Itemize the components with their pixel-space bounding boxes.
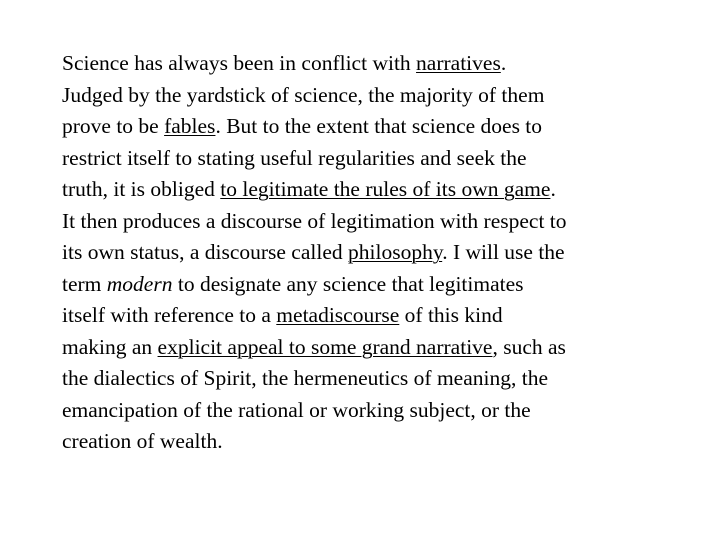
text-line xyxy=(62,300,702,332)
quote-text-block xyxy=(62,48,702,458)
text-run: Judged by the yardstick of science, the majority of them xyxy=(62,82,545,107)
text-line xyxy=(62,237,702,269)
text-run: making an xyxy=(62,334,158,359)
text-line xyxy=(62,269,702,301)
text-run: to designate any science that legitimates xyxy=(172,271,524,296)
text-run: prove to be xyxy=(62,114,165,138)
text-run: truth, it is obliged xyxy=(62,177,221,201)
text-run: of this kind xyxy=(399,303,503,327)
text-line xyxy=(62,363,702,395)
underlined-phrase: to legitimate the rules of its own game xyxy=(220,177,551,201)
text-line xyxy=(62,80,702,112)
underlined-term: narratives xyxy=(416,51,501,75)
italic-term: modern xyxy=(106,271,173,296)
text-run: term xyxy=(62,271,107,296)
underlined-term: metadiscourse xyxy=(276,303,400,327)
text-run: . xyxy=(550,177,556,201)
text-line xyxy=(62,395,702,427)
underlined-phrase: explicit appeal to some grand narrative xyxy=(157,334,493,359)
text-run: emancipation of the rational or working subject, or the xyxy=(62,397,531,422)
text-line xyxy=(62,174,702,206)
text-line xyxy=(62,426,702,458)
text-run: its own status, a discourse called xyxy=(62,240,349,264)
text-run: the dialectics of Spirit, the hermeneutics of meaning, the xyxy=(62,366,548,390)
text-line xyxy=(62,332,702,364)
text-run: creation of wealth. xyxy=(62,429,223,453)
text-line xyxy=(62,206,702,238)
text-run: . xyxy=(500,51,507,75)
text-run: . But to the extent that science does to xyxy=(215,114,543,138)
text-run: , such as xyxy=(492,334,566,359)
text-run: Science has always been in conflict with xyxy=(62,51,417,75)
text-run: It then produces a discourse of legitimation with respect to xyxy=(62,208,567,233)
underlined-term: fables xyxy=(164,114,216,138)
text-line xyxy=(62,143,702,175)
text-run: . I will use the xyxy=(442,240,565,264)
text-line xyxy=(62,48,702,80)
text-run: restrict itself to stating useful regularities and seek the xyxy=(62,145,527,170)
underlined-term: philosophy xyxy=(348,240,443,264)
text-run: itself with reference to a xyxy=(62,303,277,327)
text-line xyxy=(62,111,702,143)
